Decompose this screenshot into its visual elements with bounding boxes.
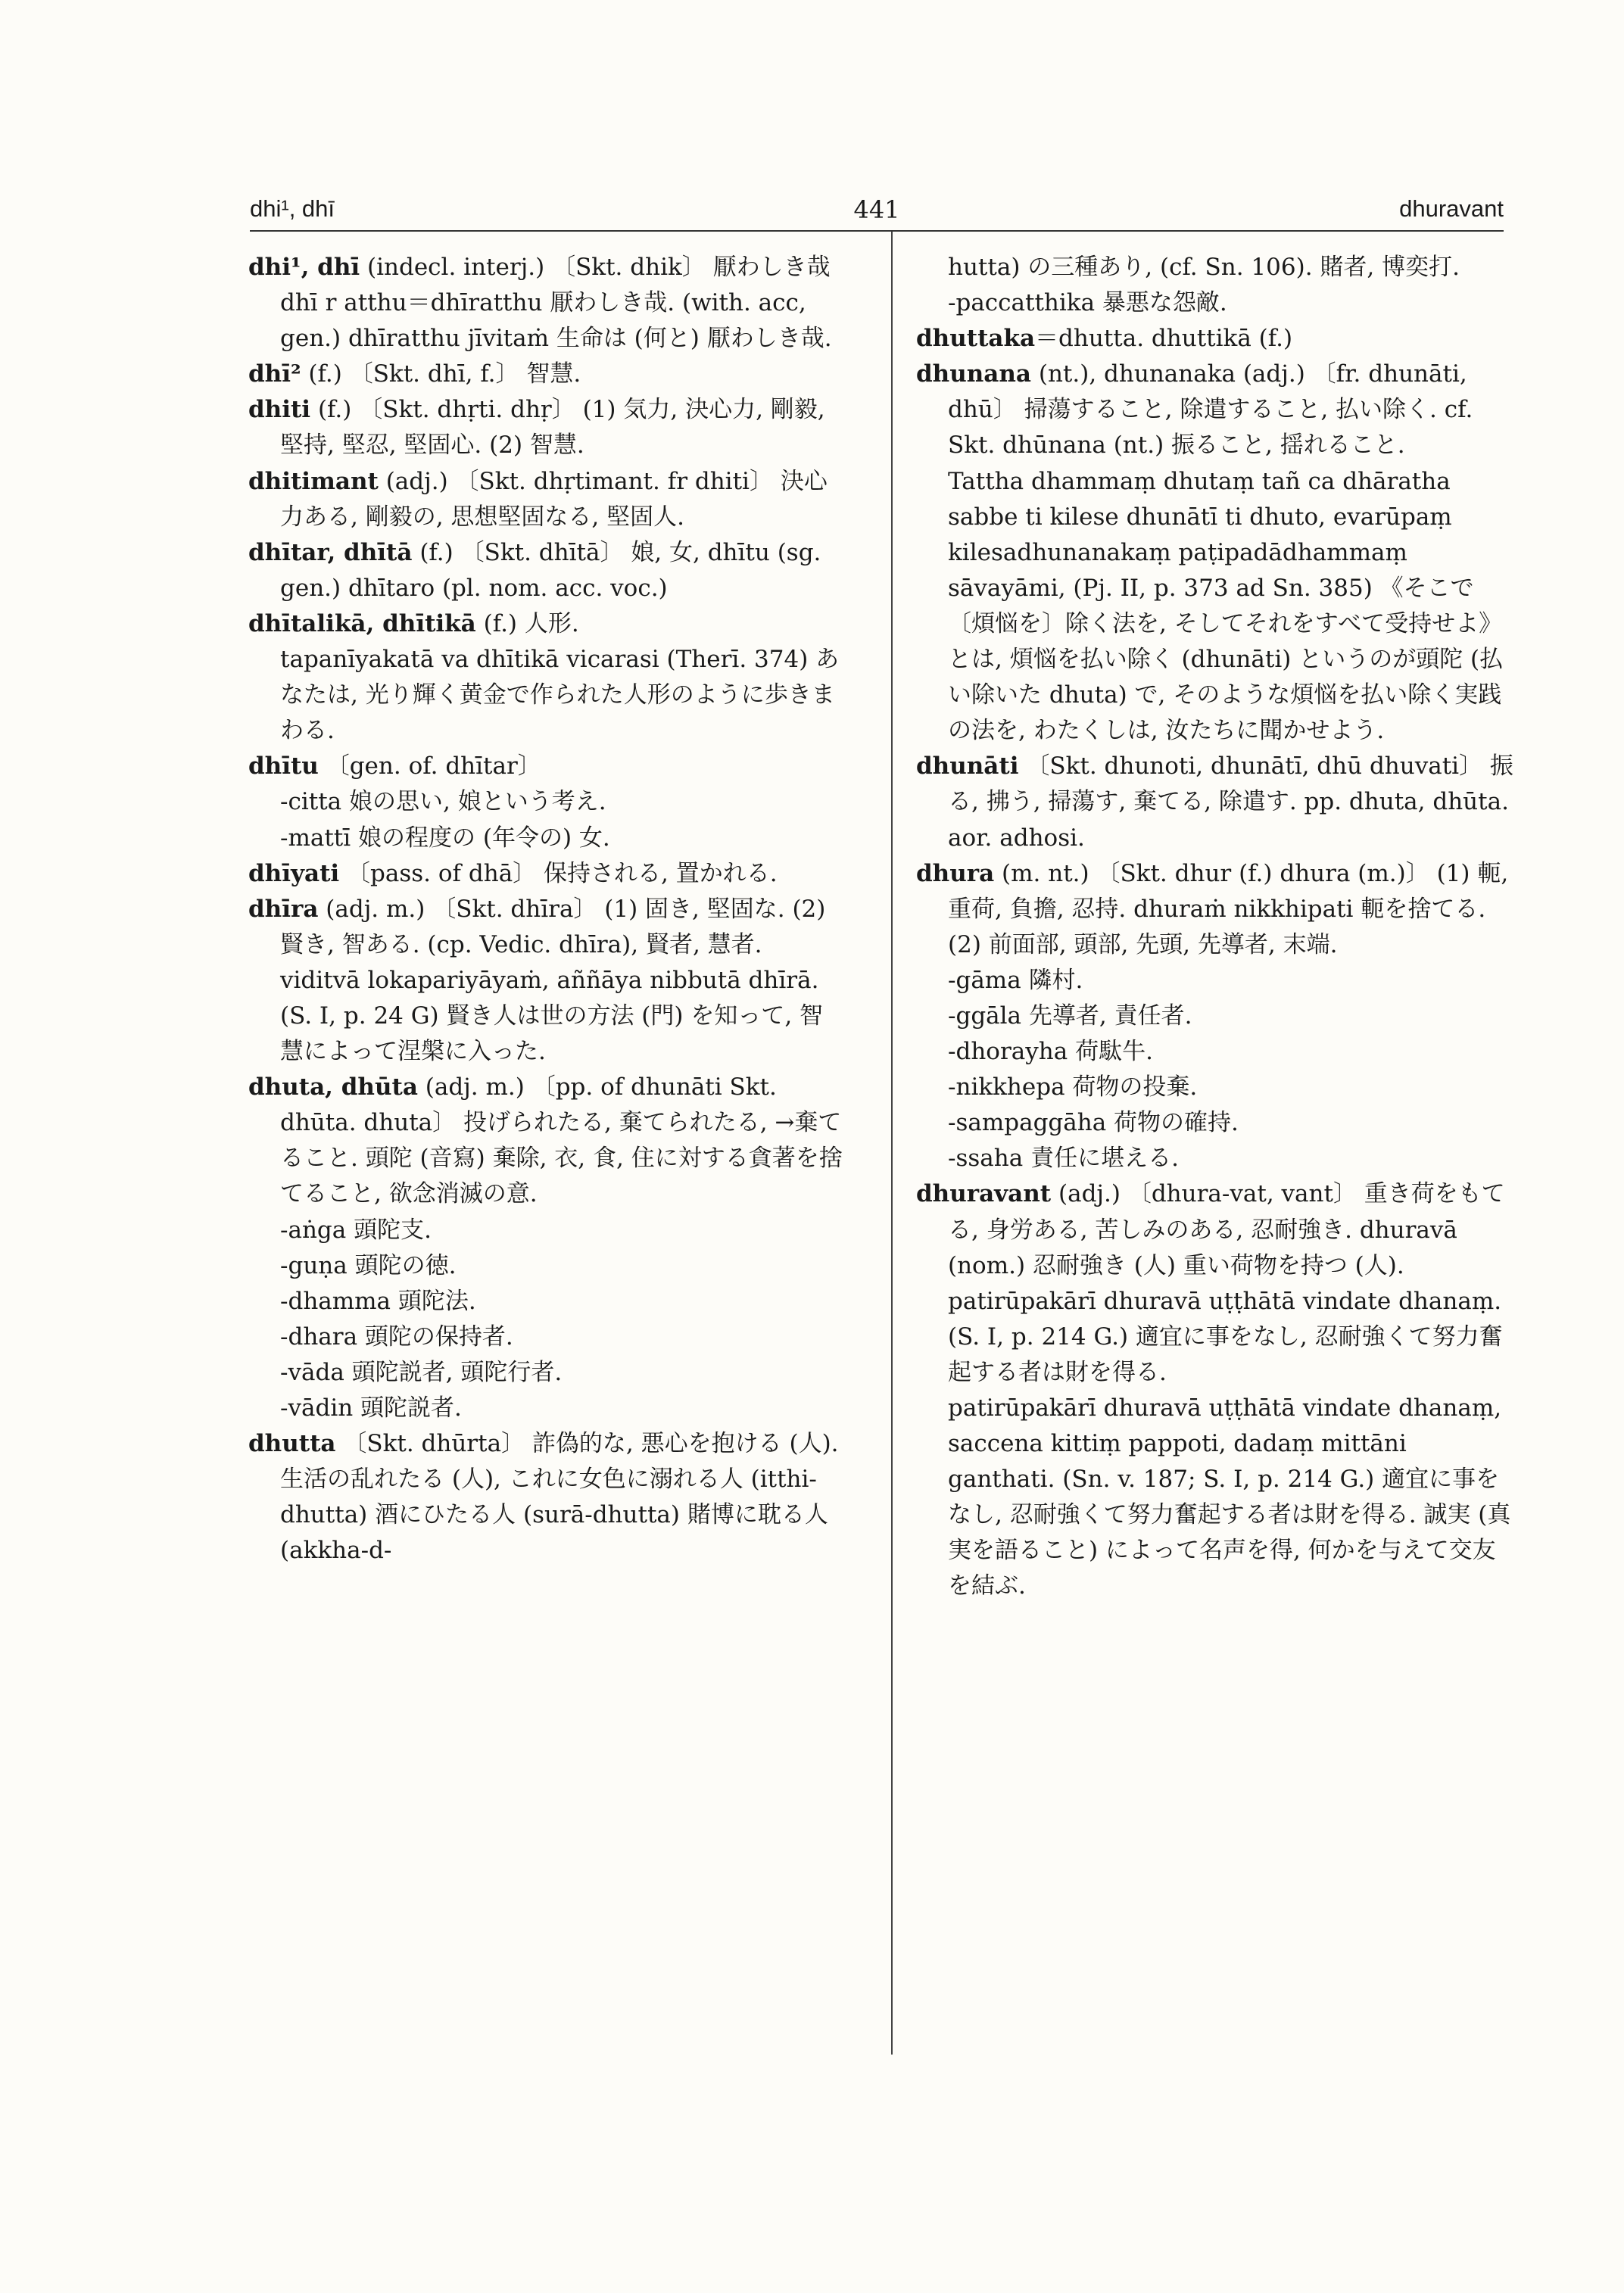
entry-definition: (adj.) 〔Skt. dhṛtimant. fr dhiti〕 決心力ある, 剛毅の, 思想堅固なる, 堅固人. xyxy=(280,467,828,531)
header-guide-word-left: dhi¹, dhī xyxy=(250,195,335,222)
dictionary-entry xyxy=(916,357,1514,463)
headword: dhitimant xyxy=(248,467,379,495)
entry-definition: (adj.) 〔dhura-vat, vant〕 重き荷をもてる, 身労ある, 苦しみのある, 忍耐強き. dhuravā (nom.) 忍耐強き (人) 重い荷物を持つ (人). xyxy=(948,1180,1505,1279)
headword: dhunana xyxy=(916,360,1032,388)
entry-definition: (adj. m.) 〔Skt. dhīra〕 (1) 固き, 堅固な. (2) 賢き, 智ある. (cp. Vedic. dhīra), 賢者, 慧者. xyxy=(280,895,826,958)
dictionary-entry xyxy=(248,1426,846,1569)
headword: dhura xyxy=(916,859,995,887)
compound-subentry: -citta 娘の思い, 娘という考え. xyxy=(280,788,606,816)
entry-definition: (f.) 〔Skt. dhṛti. dhṛ〕 (1) 気力, 決心力, 剛毅, 堅持, 堅忍, 堅固心. (2) 智慧. xyxy=(280,396,825,460)
headword: dhi¹, dhī xyxy=(248,254,360,281)
header-rule xyxy=(250,230,1504,232)
headword: dhītu xyxy=(248,752,319,780)
compound-subentry: -nikkhepa 荷物の投棄. xyxy=(948,1073,1198,1101)
example-quotation: patirūpakārī dhuravā uṭṭhātā vindate dhanaṃ, saccena kittiṃ pappoti, dadaṃ mittāni ganthati. (Sn. v. 187; S. I, p. 214 G.) 適宜に事をなし, 忍耐強くて努力奮起する者は財を得る. 誠実 (真実を語ること) によって名声を得, 何かを与えて交友を結ぶ. xyxy=(948,1394,1511,1600)
headword: dhītar, dhītā xyxy=(248,538,413,566)
entry-definition: ＝dhutta. dhuttikā (f.) xyxy=(1035,325,1293,353)
dictionary-entry xyxy=(916,1176,1514,1283)
compound-subentry: -dhara 頭陀の保持者. xyxy=(280,1323,513,1351)
page-header xyxy=(250,195,1504,229)
headword: dhutta xyxy=(248,1430,336,1458)
dictionary-entry xyxy=(248,1070,846,1212)
example-quotation: Tattha dhammaṃ dhutaṃ tañ ca dhāratha sabbe ti kilese dhunātī ti dhuto, evarūpaṃ kilesadhunanakaṃ paṭipadādhammaṃ sāvayāmi, (Pj. II, p. 373 ad Sn. 385) 《そこで〔煩悩を〕除く法を, そしてそれをすべて受持せよ》とは, 煩悩を払い除く (dhunāti) というのが頭陀 (払い除いた dhuta) で, そのような煩悩を払い除く実践の法を, わたくしは, 汝たちに聞かせよう. xyxy=(948,467,1504,745)
dictionary-entry xyxy=(248,856,846,892)
dictionary-entry xyxy=(916,321,1514,357)
dictionary-entry xyxy=(248,392,846,463)
dictionary-entry xyxy=(248,250,846,357)
compound-subentry: -guṇa 頭陀の徳. xyxy=(280,1251,457,1279)
entry-definition: (f.) 人形. xyxy=(475,609,579,637)
headword: dhīra xyxy=(248,895,319,923)
headword: dhī² xyxy=(248,360,301,388)
dictionary-entry xyxy=(916,856,1514,963)
compound-subentry: -dhorayha 荷駄牛. xyxy=(948,1038,1153,1066)
continued-text: hutta) の三種あり, (cf. Sn. 106). 賭者, 博奕打. xyxy=(948,254,1460,281)
column-divider xyxy=(891,232,893,2055)
compound-subentry: -vādin 頭陀説者. xyxy=(280,1394,462,1422)
dictionary-entry xyxy=(248,606,846,642)
entry-definition: 〔pass. of dhā〕 保持される, 置かれる. xyxy=(339,859,778,887)
dictionary-entry xyxy=(248,464,846,535)
dictionary-entry xyxy=(248,535,846,606)
compound-subentry: -paccatthika 暴悪な怨敵. xyxy=(948,289,1227,317)
right-column xyxy=(916,250,1514,1605)
entry-definition: 〔Skt. dhunoti, dhunātī, dhū dhuvati〕 振る, 拂う, 掃蕩す, 棄てる, 除遣す. pp. dhuta, dhūta. aor. adhosi. xyxy=(948,752,1513,852)
entry-definition: (indecl. interj.) 〔Skt. dhik〕 厭わしき哉 dhī r atthu＝dhīratthu 厭わしき哉. (with. acc, gen.) dhīratthu jīvitaṁ 生命は (何と) 厭わしき哉. xyxy=(280,254,832,353)
entry-definition: (nt.), dhunanaka (adj.) 〔fr. dhunāti, dhū〕 掃蕩すること, 除遣すること, 払い除く. cf. Skt. dhūnana (nt.) 振ること, 揺れること. xyxy=(948,360,1473,460)
headword: dhuravant xyxy=(916,1180,1052,1208)
entry-definition: (f.) 〔Skt. dhītā〕 娘, 女, dhītu (sg. gen.) dhītaro (pl. nom. acc. voc.) xyxy=(280,538,821,602)
example-quotation: patirūpakārī dhuravā uṭṭhātā vindate dhanaṃ. (S. I, p. 214 G.) 適宜に事をなし, 忍耐強くて努力奮起する者は財を得る. xyxy=(948,1287,1503,1386)
compound-subentry: -aṅga 頭陀支. xyxy=(280,1216,432,1244)
left-column xyxy=(248,250,846,1569)
example-quotation: viditvā lokapariyāyaṁ, aññāya nibbutā dhīrā. (S. I, p. 24 G) 賢き人は世の方法 (門) を知って, 智慧によって涅槃に入った. xyxy=(280,966,824,1066)
dictionary-entry xyxy=(916,749,1514,855)
compound-subentry: -mattī 娘の程度の (年令の) 女. xyxy=(280,824,610,852)
headword: dhīyati xyxy=(248,859,340,887)
entry-definition: (adj. m.) 〔pp. of dhunāti Skt. dhūta. dhuta〕 投げられたる, 棄てられたる, →棄てること. 頭陀 (音寫) 棄除, 衣, 食, 住に対する貪著を捨てること, 欲念消滅の意. xyxy=(280,1073,843,1208)
dictionary-entry xyxy=(248,749,846,784)
compound-subentry: -dhamma 頭陀法. xyxy=(280,1287,476,1315)
header-guide-word-right: dhuravant xyxy=(1399,195,1504,222)
compound-subentry: -gāma 隣村. xyxy=(948,966,1083,994)
entry-definition: (m. nt.) 〔Skt. dhur (f.) dhura (m.)〕 (1) 軛, 重荷, 負擔, 忍持. dhuraṁ nikkhipati 軛を捨てる. (2) 前面部, 頭部, 先頭, 先導者, 末端. xyxy=(948,859,1509,958)
entry-definition: (f.) 〔Skt. dhī, f.〕 智慧. xyxy=(301,360,581,388)
headword: dhiti xyxy=(248,396,311,424)
compound-subentry: -ggāla 先導者, 責任者. xyxy=(948,1002,1192,1030)
dictionary-entry xyxy=(248,357,846,392)
example-quotation: tapanīyakatā va dhītikā vicarasi (Therī. 374) あなたは, 光り輝く黄金で作られた人形のように歩きまわる. xyxy=(280,646,840,745)
compound-subentry: -sampaggāha 荷物の確持. xyxy=(948,1109,1239,1137)
entry-definition: 〔gen. of. dhītar〕 xyxy=(318,752,541,780)
compound-subentry: -vāda 頭陀説者, 頭陀行者. xyxy=(280,1358,563,1386)
headword: dhuta, dhūta xyxy=(248,1073,418,1101)
page-number: 441 xyxy=(853,195,900,224)
entry-definition: 〔Skt. dhūrta〕 詐偽的な, 悪心を抱ける (人). 生活の乱れたる (人), これに女色に溺れる人 (itthi-dhutta) 酒にひたる人 (surā-dhutta) 賭博に耽る人 (akkha-d- xyxy=(280,1430,839,1565)
dictionary-entry xyxy=(248,892,846,963)
headword: dhītalikā, dhītikā xyxy=(248,609,476,637)
headword: dhunāti xyxy=(916,752,1019,780)
compound-subentry: -ssaha 責任に堪える. xyxy=(948,1145,1179,1173)
headword: dhuttaka xyxy=(916,325,1036,353)
